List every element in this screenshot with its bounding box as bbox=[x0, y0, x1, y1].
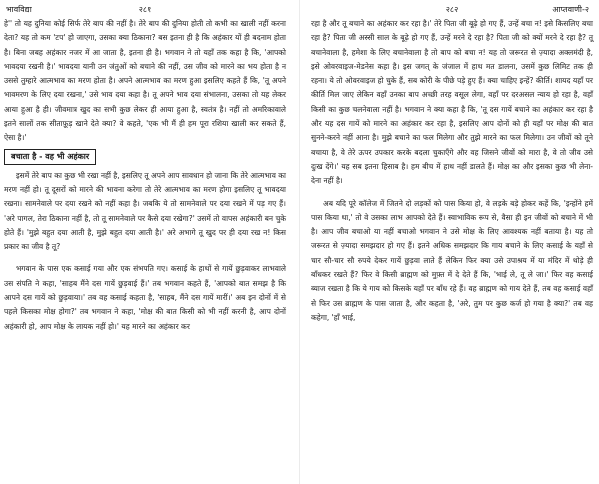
left-paragraph-1: हे'' तो यह दुनिया कोई सिर्फ तेरे बाप की नहीं है। तेरे बाप की दुनिया होती तो कभी का खाली नहीं करना देता? यह तो कम 'टप' हो जाएगा, उसका क्या ठिकाना? बस इतना ही है कि अहंकार यों ही बदनाम होता है। बिना जबह अहंकार नजर में आ जाता है, इतना ही है। भगवान ने तो यहाँ तक कहा है कि, 'आपको भावदया रखनी है।' भावदया यानी उन जंतुओं को बचाने की नहीं, उस जीव को मारने का भय होता है न उससे तुम्हारे आत्मभाव का मरण होता है। अपने आत्मभाव का मरण हुआ इसलिए कहते हैं कि, 'तू अपने भावमरण के लिए दया रखना,' उसे भाव दया कहा है। तू अपने भाव दया संभालना, उसका तो यह लेकर आया हुआ है ही। जीवमात्र खुद का सभी कुछ लेकर ही आया हुआ है, स्वतंत्र है। नहीं तो अमरिकावाले इतने सालों तक सीताफ़ूड़ खाने देते क्या? वे कहते, 'एक भी मैं ही हम पूरा रशिया खाली कर सकते हैं, ऐसा है।' bbox=[4, 19, 286, 143]
right-paragraph-2: अब यदि पूरे कॉलेज में जितने दो लड़कों को पास किया हो, वे लड़के बड़े होकर कहें कि, 'इन्होंने हमें पास किया था,' तो वे उसका लाभ आपको देते हैं। स्वाभाविक रूप से, वैसा ही इन जीवों को बचाने में भी है। आप जीव बचाओ या नहीं बचाओ भगवान ने उसे मोक्ष के लिए आवश्यक नहीं बताया है। यह तो जरूरत से ज़्यादा समझदार हो गए हैं। इतने अधिक समझदार कि गाय बचाने के लिए कसाई के यहाँ से चार सौ-चार सौ रुपये देकर गायें छुड़वा लाते हैं लेकिन फिर क्या उसे उपाश्रय में या मंदिर में थोड़े ही बाँधकर रखते हैं? फिर वे किसी ब्राह्मण को मुफ़्त में दे देते हैं कि, 'भाई ले, तू ले जा।' फिर वह कसाई ब्याज रखता है कि ये गाय को किसके यहाँ पर बाँध रहे हैं। वह ब्राह्मण को गाय देते हैं, तब वह कसाई वहाँ से फिर उस ब्राह्मण के पास जाता है, और कहता है, 'अरे, तुम पर कुछ कर्ज हो गया है क्या?' तब वह कहेगा, 'हाँ भाई, bbox=[311, 198, 593, 322]
page-gutter bbox=[299, 0, 300, 484]
left-page bbox=[4, 0, 286, 484]
paragraph-gap bbox=[4, 254, 286, 262]
left-body bbox=[4, 17, 286, 334]
section-heading: बचाता है - वह भी अहंकार bbox=[4, 149, 96, 165]
left-page-number: २८१ bbox=[138, 5, 152, 14]
right-page-number: २८२ bbox=[445, 5, 459, 14]
right-header-title: आप्तवाणी-२ bbox=[552, 5, 589, 14]
paragraph-gap bbox=[311, 189, 593, 197]
left-running-head bbox=[4, 3, 286, 17]
left-paragraph-3: भगवान के पास एक कसाई गया और एक संभपति गए। कसाई के हाथों से गायें छुड़वाकर लाभवाले उस संपति ने कहा, 'साहब मैंने दस गायें छुड़वाई हैं।' तब भगवान कहते हैं, 'आपको बात समझ है कि आपने दस गायें को छुड़वाया।' तब वह कसाई कहता है, 'साहब, मैंने दस गायें मारीं।' अब इन दोनों में से पहले किसका मोक्ष होगा?' तब भगवान ने कहा, 'मोक्ष की बात किसी को भी नहीं करनी है, आप दोनों अहंकारी हो, आप मोक्ष के लायक नहीं हो।' यह मारने का अहंकार कर bbox=[4, 264, 286, 331]
left-paragraph-2: इसमें तेरे बाप का कुछ भी रखा नहीं है, इसलिए तू अपने आप सावधान हो जाना कि तेरे आत्मभाव का मरण नहीं हो। तू दूसरों को मारने की भावना करेगा तो तेरे आत्मभाव का मरण होगा इसलिए तू भावदया रखना। सामनेवाले पर दया रखने को नहीं कहा है। जबकि ये तो सामनेवाले पर दया रखने में पड़ गए हैं। 'अरे पागल, तेरा ठिकाना नहीं है, तो तू सामनेवाले पर कैसे दया रखेगा?' उसमें तो वापस अहंकारी बन चुके होते हैं। 'मुझे बहुत दया आती है, मुझे बहुत दया आती है।' अरे अभागे तू खुद पर ही दया रख न! किस प्रकार का जीव है तू? bbox=[4, 170, 287, 252]
right-page bbox=[311, 0, 593, 484]
right-body bbox=[311, 17, 593, 325]
left-header-title: भावविद्या bbox=[6, 5, 32, 14]
right-paragraph-1: रहा है और तू बचाने का अहंकार कर रहा है।' तेरे पिता जी बूढ़े हो गए हैं, उन्हें बचा न! इसे किसलिए बचा रहा है? पिता जी अस्सी साल के बूढ़े हो गए हैं, उन्हें मरने दे रहा है? पिता जी को क्यों मरने दे रहा है? तू बचानेवाला है, हमेशा के लिए बचानेवाला है तो बाप को बचा न! यह तो जरूरत से ज़्यादा अक्लमंदी है, इसे ओवरवाइज-मेडनेस कहा है। इस जगत् के जंजाल में हाथ मत डालना, उसमें कुछ लिमिट तक ही रहना। ये तो ओवरवाइज हो चुके हैं, सब कोरी के पीछे पड़े हुए हैं। क्या चाहिए इन्हें? कीर्ति। शायद यहाँ पर कीर्ति मिल जाए लेकिन वहाँ उनका बाप अच्छी तरह वसूल लेगा, वहाँ पर दरअसल न्याय हो रहा है, वहाँ किसी का कुछ चलनेवाला नहीं है। भगवान ने क्या कहा है कि, 'तू दस गायें बचाने का अहंकार कर रहा है और यह दस गायें को मारने का अहंकार कर रहा है, इसलिए आप दोनों को ही यहाँ पर मोक्ष की बात सुनने-करने नहीं आना है। मुझे बचाने का फल मिलेगा और तुझे मारने का फल मिलेगा। उन जीवों को तूने बचाया है, वे तेरे ऊपर उपकार करके बदला चुकाएँगे और वह जिसने जीवों को मारा है, वे तो जीव उसे दुःख देंगे।' यह सब इतना हिसाब है। हम बीच में हाथ नहीं डालते हैं। मोक्ष का और इसका कुछ भी लेना-देना नहीं है। bbox=[311, 19, 593, 186]
right-running-head bbox=[311, 3, 593, 17]
